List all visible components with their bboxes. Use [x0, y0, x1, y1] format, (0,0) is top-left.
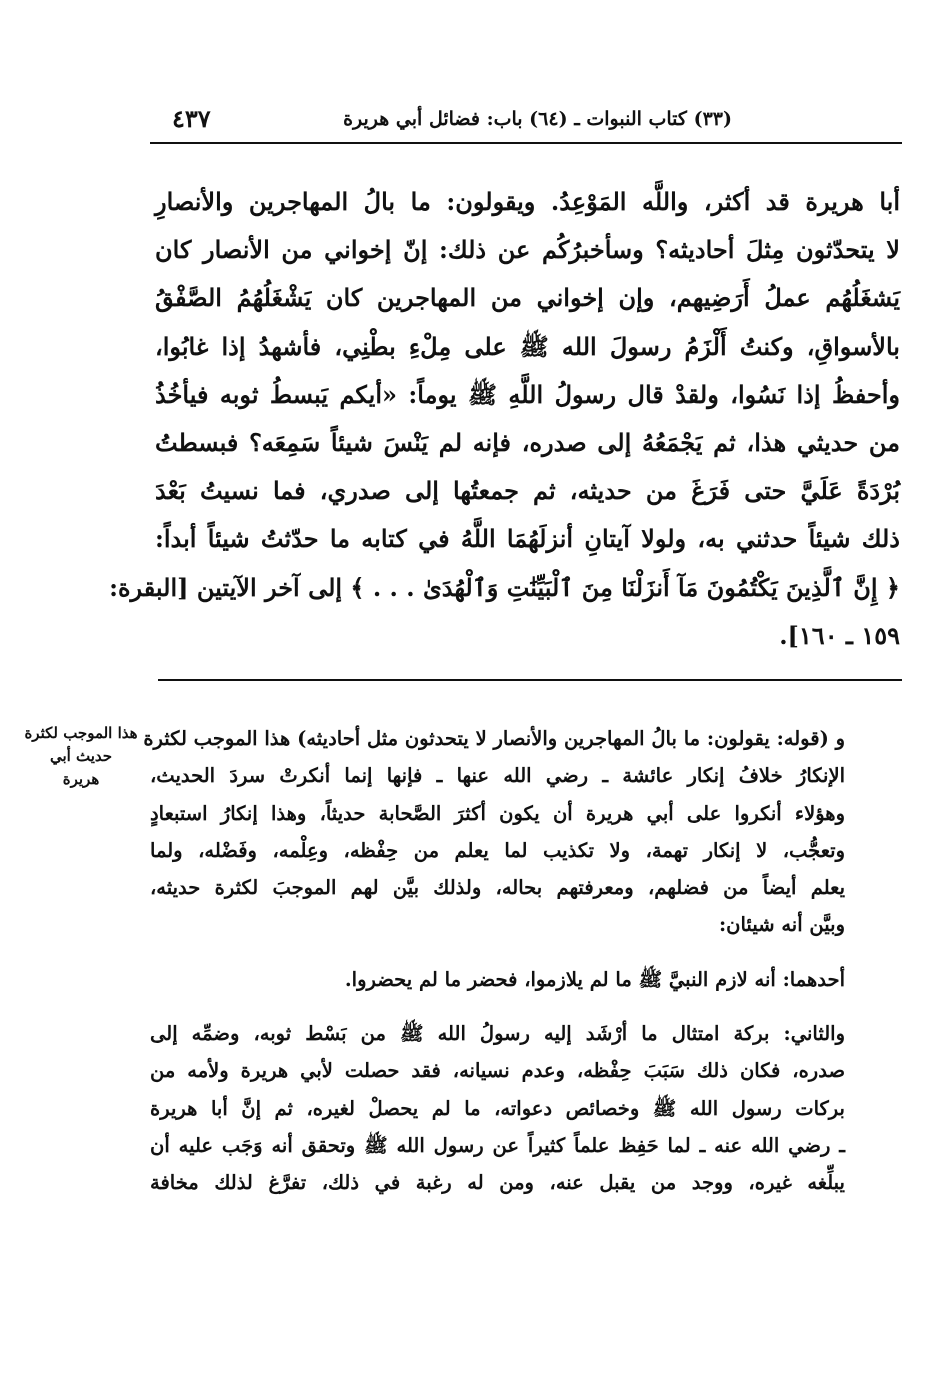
margin-note — [20, 722, 142, 791]
hadith-line: يَشغَلُهُم عملُ أَرَضِيهم، وإن إخواني من المهاجرين كان يَشْغَلُهُمُ الصَّفْقُ — [155, 283, 900, 313]
commentary-line: و (قوله: يقولون: ما بالُ المهاجرين والأنصار لا يتحدثون مثل أحاديثه) هذا الموجب لكثرة — [143, 727, 845, 750]
commentary-line: يبلِّغه غيره، ووجد من يقبل عنه، ومن له رغبة في ذلك، تفرَّغ لذلك مخافة — [150, 1171, 845, 1195]
commentary-line: بركات رسول الله ﷺ وخصائص دعواته، ما لم يحصلْ لغيره، ثم إنَّ أبا هريرة — [150, 1096, 845, 1120]
running-title: (٣٣) كتاب النبوات ـ (٦٤) باب: فضائل أبي هريرة — [343, 108, 732, 130]
commentary-line: الإنكارُ خلافُ إنكار عائشة ـ رضي الله عنها ـ فإنها إنما أنكرتْ سردَ الحديث، — [150, 764, 845, 788]
commentary-line: يعلم أيضاً من فضلهم، ومعرفتهم بحاله، ولذلك بيَّن لهم الموجبَ لكثرة حديثه، — [150, 876, 845, 900]
margin-note-line: هذا الموجب لكثرة — [24, 724, 138, 742]
hadith-line: وأحفظُ إذا نَسُوا، ولقدْ قال رسولُ اللَّهِ ﷺ يوماً: «أيكم يَبسطُ ثوبه فيأخُذُ — [155, 379, 900, 409]
commentary-line: وهؤلاء أنكروا على أبي هريرة أن يكون أكثرَ الصَّحابة حديثاً، وهذا إنكارُ استبعادٍ — [150, 801, 845, 825]
hadith-line: أبا هريرة قد أكثر، واللَّه المَوْعِدُ. ويقولون: ما بالُ المهاجرين والأنصارِ — [155, 187, 900, 216]
hadith-line: لا يتحدّثون مِثلَ أحاديثه؟ وسأخبرُكُم عن ذلك: إنّ إخواني من الأنصار كان — [155, 235, 900, 265]
hadith-line: ذلك شيئاً حدثني به، ولولا آيتانِ أنزلَهُمَا اللَّهُ في كتابه ما حدّثتُ شيئاً أبداً: — [155, 524, 900, 554]
commentary-line: والثاني: بركة امتثال ما أرْشَد إليه رسولُ الله ﷺ من بَسْط ثوبه، وضمِّه إلى — [150, 1022, 845, 1046]
commentary-point-one: أحدهما: أنه لازم النبيَّ ﷺ ما لم يلازموا، فحضر ما لم يحضروا. — [344, 967, 845, 991]
commentary-line: وبيَّن أنه شيئان: — [718, 913, 845, 937]
hadith-text — [109, 178, 900, 660]
commentary-line: وتعجُّب، لا إنكار تهمة، ولا تكذيب لما يعلم من حِفْظه، وعِلْمه، وفَضْله، ولما — [150, 838, 845, 862]
hadith-line: بالأسواقِ، وكنتُ أَلْزَمُ رسولَ الله ﷺ على مِلْءِ بطْنِي، فأشهدُ إذا غابُوا، — [155, 331, 900, 361]
commentary-line: صدره، فكان ذلك سَبَبَ حِفْظه، وعدم نسيانه، فقد حصلت لأبي هريرة ولأمه من — [150, 1059, 845, 1083]
margin-note-line: حديث أبي — [49, 747, 113, 765]
margin-note-line: هريرة — [62, 770, 100, 788]
commentary-text — [143, 720, 845, 1202]
page-header — [150, 102, 902, 144]
page-number: ٤٣٧ — [172, 104, 211, 133]
commentary-line: ـ رضي الله عنه ـ لما حَفِظ علماً كثيراً عن رسول الله ﷺ وتحقق أنه وَجَب عليه أن — [150, 1133, 845, 1157]
hadith-line: ١٥٩ ـ ١٦٠]. — [779, 620, 900, 650]
hadith-line: بُرْدَةً عَلَيَّ حتى فَرَغَ من حديثه، ثم جمعتُها إلى صدري، فما نسيتُ بَعْدَ — [155, 476, 900, 506]
quran-verse-line: ﴿ إِنَّ ٱلَّذِينَ يَكْتُمُونَ مَآ أَنزَلْنَا مِنَ ٱلْبَيِّنَٰتِ وَٱلْهُدَىٰ . . . ﴾ إلى آخر الآيتين [البقرة: — [109, 572, 900, 602]
hadith-line: من حديثي هذا، ثم يَجْمَعُهُ إلى صدره، فإنه لم يَنْسَ شيئاً سَمِعَه؟ فبسطتُ — [155, 427, 900, 457]
section-divider — [158, 679, 902, 681]
